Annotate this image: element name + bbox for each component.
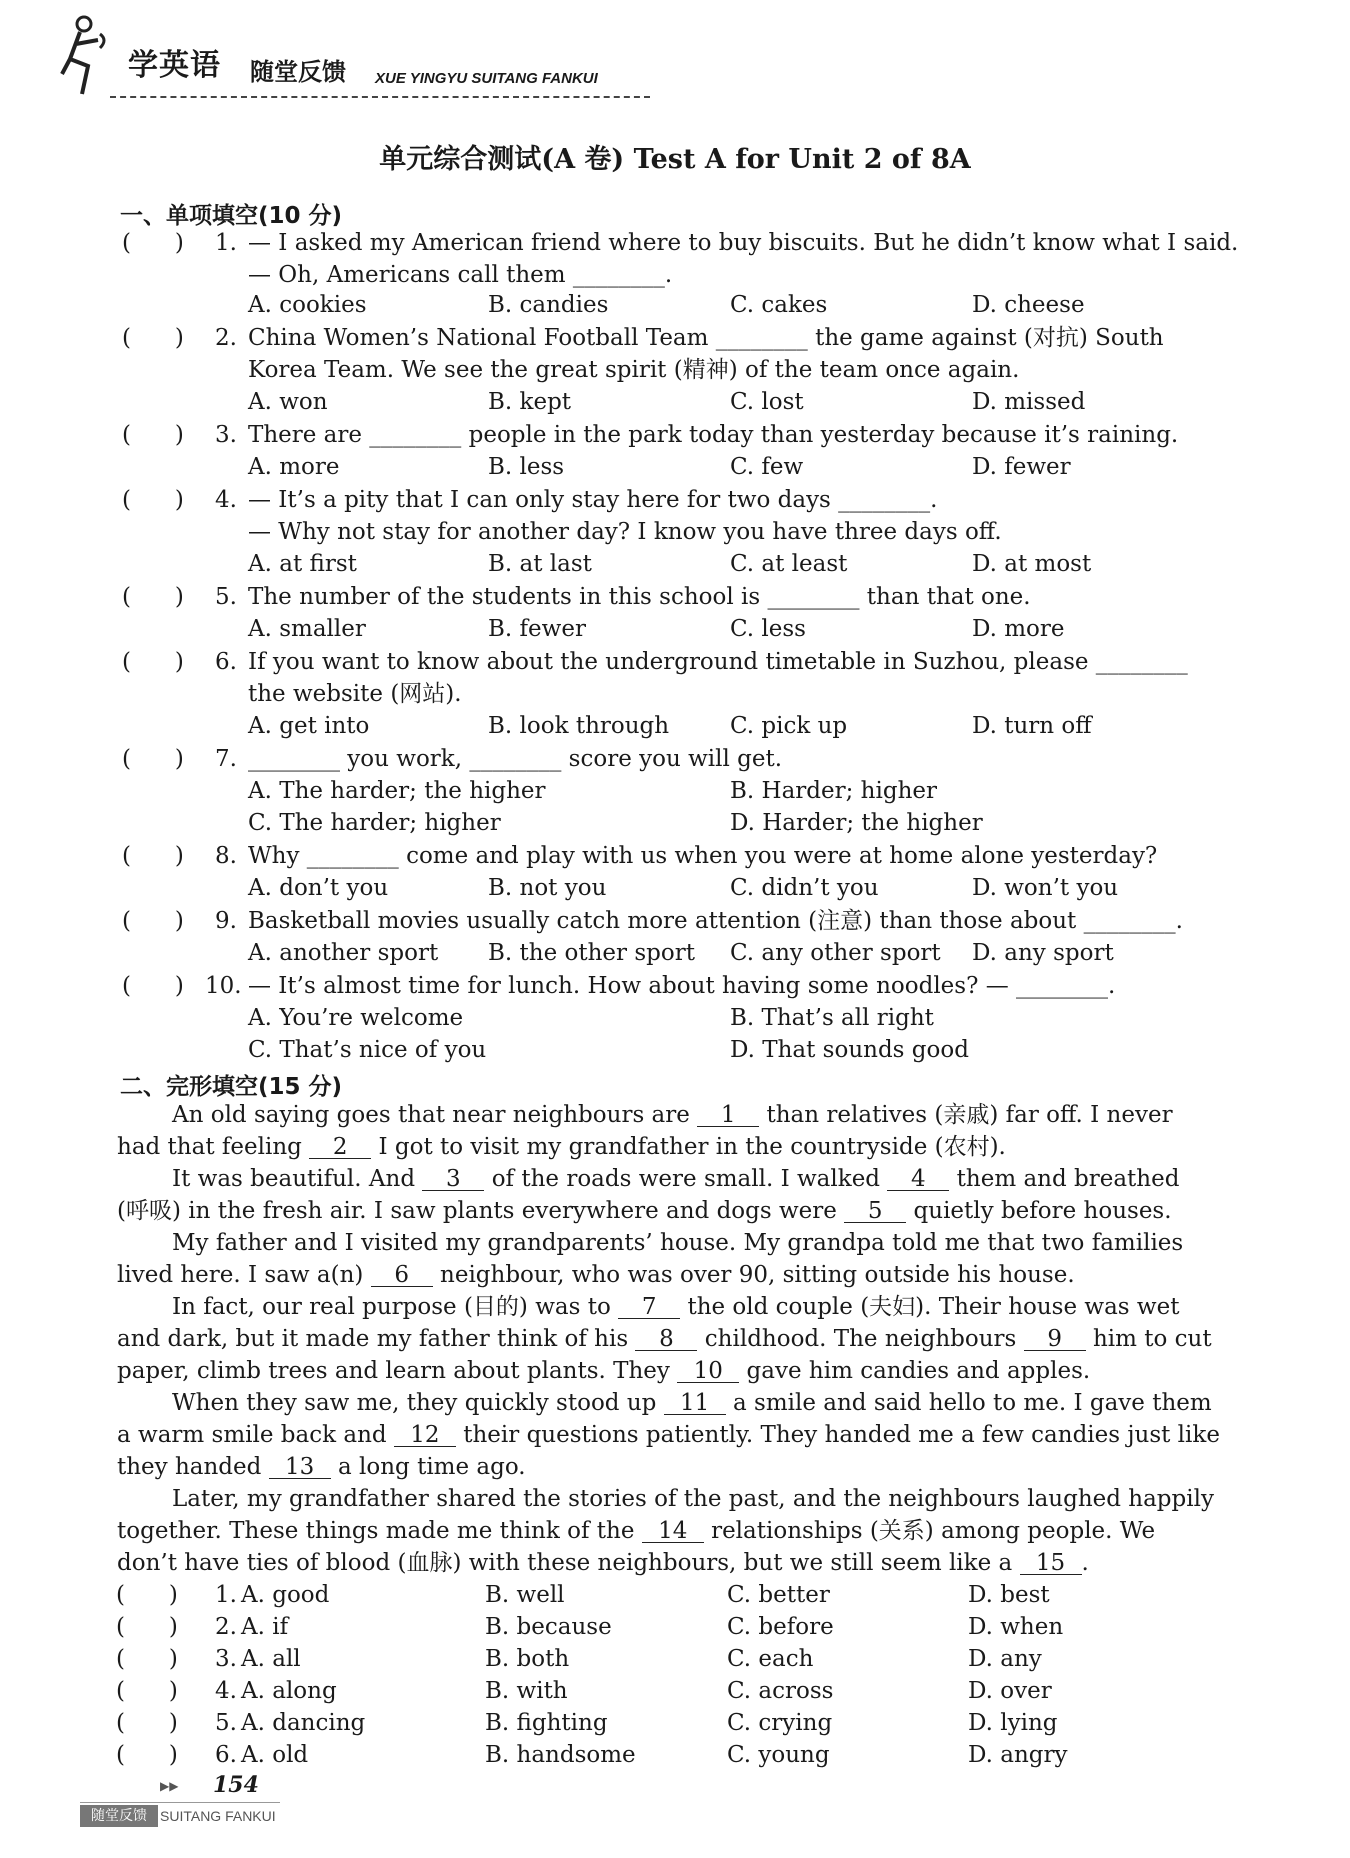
blank-6[interactable]: 6 bbox=[371, 1260, 433, 1287]
option-d: D. any bbox=[968, 1646, 1042, 1672]
option-a: A. another sport bbox=[248, 940, 439, 966]
passage-line: and dark, but it made my father think of his 8 childhood. The neighbours 9 him to cut bbox=[117, 1326, 1212, 1352]
question-number: 2. bbox=[215, 1614, 237, 1640]
option-b: B. Harder; higher bbox=[730, 778, 937, 804]
question-number: 9. bbox=[215, 908, 237, 934]
question-number: 7. bbox=[215, 746, 237, 772]
option-b: B. fighting bbox=[485, 1710, 608, 1736]
option-b: B. less bbox=[488, 454, 565, 480]
option-c: C. better bbox=[727, 1582, 830, 1608]
header-pinyin: XUE YINGYU SUITANG FANKUI bbox=[375, 70, 598, 87]
answer-paren[interactable]: ( ) bbox=[116, 1646, 178, 1672]
option-a: A. at first bbox=[248, 551, 357, 577]
runner-logo-icon bbox=[60, 14, 130, 104]
question-number: 8. bbox=[215, 843, 237, 869]
blank-10[interactable]: 10 bbox=[677, 1356, 739, 1383]
passage-line: (呼吸) in the fresh air. I saw plants everywhere and dogs were 5 quietly before houses. bbox=[117, 1198, 1172, 1224]
page-header bbox=[60, 14, 650, 106]
option-c: C. any other sport bbox=[730, 940, 941, 966]
question-text: China Women’s National Football Team ________ the game against (对抗) South bbox=[248, 325, 1164, 351]
option-d: D. turn off bbox=[972, 713, 1092, 739]
passage-line: In fact, our real purpose (目的) was to 7 the old couple (夫妇). Their house was wet bbox=[172, 1294, 1180, 1320]
option-c: C. few bbox=[730, 454, 804, 480]
option-c: C. That’s nice of you bbox=[248, 1037, 487, 1063]
option-b: B. with bbox=[485, 1678, 568, 1704]
answer-paren[interactable]: ( ) bbox=[122, 746, 184, 772]
blank-2[interactable]: 2 bbox=[309, 1132, 371, 1159]
answer-paren[interactable]: ( ) bbox=[122, 422, 184, 448]
option-d: D. at most bbox=[972, 551, 1092, 577]
answer-paren[interactable]: ( ) bbox=[116, 1742, 178, 1768]
option-d: D. Harder; the higher bbox=[730, 810, 983, 836]
option-b: B. not you bbox=[488, 875, 607, 901]
question-text: — It’s almost time for lunch. How about having some noodles? — ________. bbox=[248, 973, 1116, 999]
answer-paren[interactable]: ( ) bbox=[122, 908, 184, 934]
question-text: — Oh, Americans call them ________. bbox=[248, 262, 673, 288]
option-c: C. cakes bbox=[730, 292, 828, 318]
question-text: Korea Team. We see the great spirit (精神) of the team once again. bbox=[248, 357, 1020, 383]
option-c: C. less bbox=[730, 616, 806, 642]
option-c: C. young bbox=[727, 1742, 830, 1768]
footer-sub-label: SUITANG FANKUI bbox=[160, 1808, 276, 1824]
question-number: 10. bbox=[205, 973, 242, 999]
blank-4[interactable]: 4 bbox=[887, 1164, 949, 1191]
option-a: A. all bbox=[241, 1646, 301, 1672]
header-dashed-divider bbox=[110, 96, 650, 98]
blank-9[interactable]: 9 bbox=[1024, 1324, 1086, 1351]
option-a: A. won bbox=[248, 389, 328, 415]
passage-line: together. These things made me think of the 14 relationships (关系) among people. We bbox=[117, 1518, 1156, 1544]
option-d: D. That sounds good bbox=[730, 1037, 969, 1063]
question-number: 6. bbox=[215, 649, 237, 675]
question-text: the website (网站). bbox=[248, 681, 462, 707]
passage-line: they handed 13 a long time ago. bbox=[117, 1454, 526, 1480]
option-c: C. The harder; higher bbox=[248, 810, 501, 836]
question-text: — I asked my American friend where to buy biscuits. But he didn’t know what I said. bbox=[248, 230, 1239, 256]
option-b: B. the other sport bbox=[488, 940, 695, 966]
question-number: 1. bbox=[215, 1582, 237, 1608]
answer-paren[interactable]: ( ) bbox=[122, 649, 184, 675]
option-b: B. well bbox=[485, 1582, 565, 1608]
blank-14[interactable]: 14 bbox=[642, 1516, 704, 1543]
passage-line: paper, climb trees and learn about plants. They 10 gave him candies and apples. bbox=[117, 1358, 1091, 1384]
passage-line: don’t have ties of blood (血脉) with these neighbours, but we still seem like a 15 . bbox=[117, 1550, 1089, 1576]
option-b: B. look through bbox=[488, 713, 670, 739]
option-b: B. candies bbox=[488, 292, 609, 318]
blank-11[interactable]: 11 bbox=[664, 1388, 726, 1415]
option-d: D. missed bbox=[972, 389, 1086, 415]
option-a: A. good bbox=[241, 1582, 330, 1608]
option-a: A. dancing bbox=[241, 1710, 366, 1736]
option-c: C. didn’t you bbox=[730, 875, 879, 901]
option-b: B. fewer bbox=[488, 616, 586, 642]
option-b: B. both bbox=[485, 1646, 570, 1672]
answer-paren[interactable]: ( ) bbox=[116, 1582, 178, 1608]
answer-paren[interactable]: ( ) bbox=[122, 843, 184, 869]
option-d: D. fewer bbox=[972, 454, 1071, 480]
blank-7[interactable]: 7 bbox=[618, 1292, 680, 1319]
passage-line: had that feeling 2 I got to visit my grandfather in the countryside (农村). bbox=[117, 1134, 1006, 1160]
option-c: C. lost bbox=[730, 389, 804, 415]
passage-line: It was beautiful. And 3 of the roads were small. I walked 4 them and breathed bbox=[172, 1166, 1180, 1192]
option-a: A. if bbox=[241, 1614, 289, 1640]
question-number: 1. bbox=[215, 230, 237, 256]
option-c: C. crying bbox=[727, 1710, 833, 1736]
option-b: B. kept bbox=[488, 389, 572, 415]
question-text: The number of the students in this school is ________ than that one. bbox=[248, 584, 1031, 610]
page-number: 154 bbox=[213, 1772, 259, 1798]
option-d: D. won’t you bbox=[972, 875, 1119, 901]
question-text: Basketball movies usually catch more attention (注意) than those about ________. bbox=[248, 908, 1183, 934]
blank-1[interactable]: 1 bbox=[697, 1100, 759, 1127]
option-d: D. cheese bbox=[972, 292, 1085, 318]
page-title: 单元综合测试(A 卷) Test A for Unit 2 of 8A bbox=[379, 144, 971, 175]
option-a: A. You’re welcome bbox=[248, 1005, 464, 1031]
question-number: 3. bbox=[215, 422, 237, 448]
option-a: A. don’t you bbox=[248, 875, 389, 901]
double-arrow-icon: ▶▶ bbox=[160, 1779, 179, 1793]
question-number: 4. bbox=[215, 487, 237, 513]
option-a: A. cookies bbox=[248, 292, 367, 318]
answer-paren[interactable]: ( ) bbox=[116, 1678, 178, 1704]
passage-line: lived here. I saw a(n) 6 neighbour, who was over 90, sitting outside his house. bbox=[117, 1262, 1075, 1288]
answer-paren[interactable]: ( ) bbox=[116, 1614, 178, 1640]
option-d: D. more bbox=[972, 616, 1065, 642]
question-number: 5. bbox=[215, 584, 237, 610]
question-number: 4. bbox=[215, 1678, 237, 1704]
option-a: A. smaller bbox=[248, 616, 366, 642]
option-d: D. over bbox=[968, 1678, 1052, 1704]
option-a: A. along bbox=[241, 1678, 337, 1704]
passage-line: When they saw me, they quickly stood up 11 a smile and said hello to me. I gave them bbox=[172, 1390, 1212, 1416]
option-c: C. before bbox=[727, 1614, 834, 1640]
answer-paren[interactable]: ( ) bbox=[122, 230, 184, 256]
blank-13[interactable]: 13 bbox=[269, 1452, 331, 1479]
footer-divider bbox=[80, 1802, 280, 1803]
blank-12[interactable]: 12 bbox=[394, 1420, 456, 1447]
option-c: C. pick up bbox=[730, 713, 848, 739]
answer-paren[interactable]: ( ) bbox=[116, 1710, 178, 1736]
passage-line: a warm smile back and 12 their questions patiently. They handed me a few candies just like bbox=[117, 1422, 1220, 1448]
question-number: 2. bbox=[215, 325, 237, 351]
logo-main-text: 学英语 bbox=[128, 48, 221, 83]
option-d: D. best bbox=[968, 1582, 1050, 1608]
option-b: B. handsome bbox=[485, 1742, 636, 1768]
option-a: A. more bbox=[248, 454, 340, 480]
option-d: D. when bbox=[968, 1614, 1064, 1640]
blank-3[interactable]: 3 bbox=[422, 1164, 484, 1191]
option-d: D. lying bbox=[968, 1710, 1058, 1736]
option-b: B. That’s all right bbox=[730, 1005, 934, 1031]
blank-8[interactable]: 8 bbox=[635, 1324, 697, 1351]
question-number: 6. bbox=[215, 1742, 237, 1768]
question-text: Why ________ come and play with us when you were at home alone yesterday? bbox=[248, 843, 1158, 869]
question-text: — It’s a pity that I can only stay here for two days ________. bbox=[248, 487, 938, 513]
answer-paren[interactable]: ( ) bbox=[122, 584, 184, 610]
question-number: 3. bbox=[215, 1646, 237, 1672]
option-d: D. any sport bbox=[972, 940, 1114, 966]
passage-line: My father and I visited my grandparents’ house. My grandpa told me that two families bbox=[172, 1230, 1184, 1256]
answer-paren[interactable]: ( ) bbox=[122, 325, 184, 351]
question-text: ________ you work, ________ score you will get. bbox=[248, 746, 783, 772]
footer-label-box: 随堂反馈 bbox=[80, 1805, 158, 1827]
option-c: C. at least bbox=[730, 551, 848, 577]
blank-5[interactable]: 5 bbox=[844, 1196, 906, 1223]
option-a: A. old bbox=[241, 1742, 309, 1768]
question-text: There are ________ people in the park today than yesterday because it’s raining. bbox=[248, 422, 1179, 448]
passage-line: An old saying goes that near neighbours are 1 than relatives (亲戚) far off. I never bbox=[172, 1102, 1173, 1128]
question-text: If you want to know about the underground timetable in Suzhou, please ________ bbox=[248, 649, 1188, 675]
question-text: — Why not stay for another day? I know you have three days off. bbox=[248, 519, 1002, 545]
blank-15[interactable]: 15 bbox=[1020, 1548, 1082, 1575]
passage-line: Later, my grandfather shared the stories of the past, and the neighbours laughed happily bbox=[172, 1486, 1214, 1512]
section-heading-cloze: 二、完形填空(15 分) bbox=[120, 1074, 343, 1100]
option-a: A. get into bbox=[248, 713, 370, 739]
option-b: B. because bbox=[485, 1614, 612, 1640]
answer-paren[interactable]: ( ) bbox=[122, 487, 184, 513]
question-number: 5. bbox=[215, 1710, 237, 1736]
option-c: C. each bbox=[727, 1646, 814, 1672]
option-a: A. The harder; the higher bbox=[248, 778, 546, 804]
answer-paren[interactable]: ( ) bbox=[122, 973, 184, 999]
option-d: D. angry bbox=[968, 1742, 1068, 1768]
option-c: C. across bbox=[727, 1678, 834, 1704]
section-heading-single-choice: 一、单项填空(10 分) bbox=[120, 203, 343, 229]
logo-script-text: 随堂反馈 bbox=[250, 58, 346, 86]
option-b: B. at last bbox=[488, 551, 592, 577]
